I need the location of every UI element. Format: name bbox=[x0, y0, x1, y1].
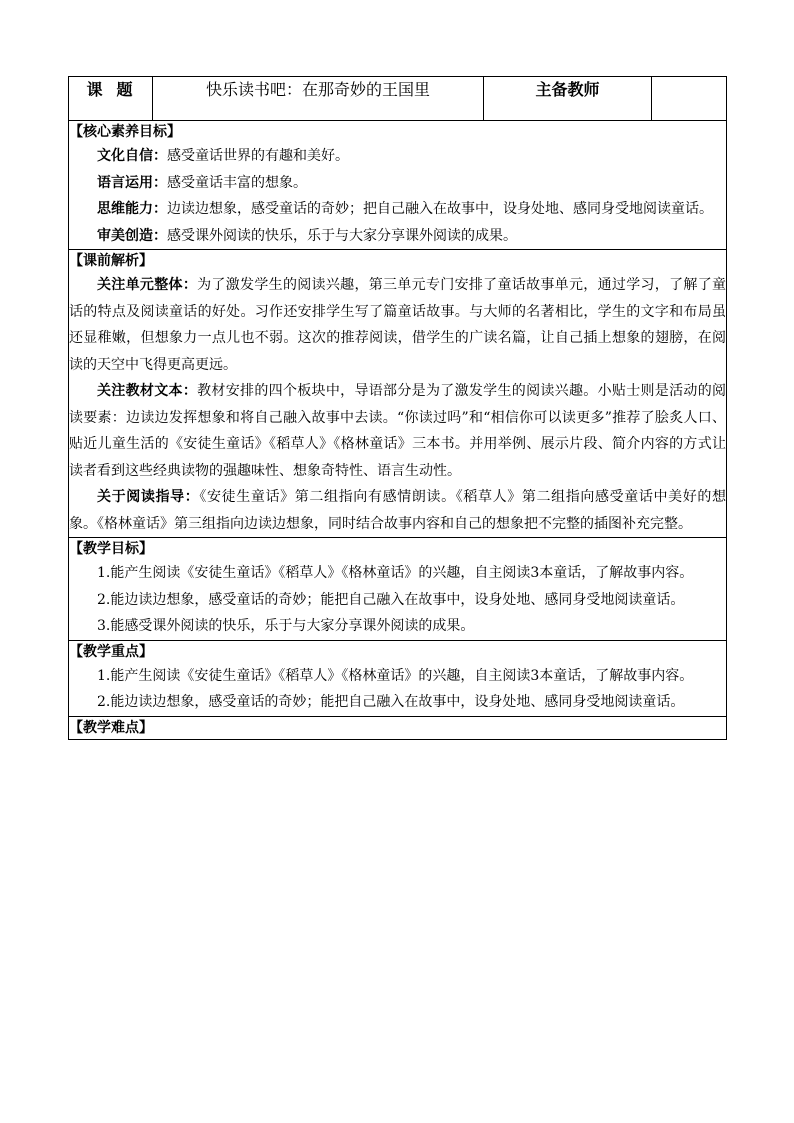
analysis-item-label: 关注教材文本： bbox=[97, 383, 198, 399]
goals-section-row bbox=[69, 538, 727, 641]
goal-item: 2.能边读边想象，感受童话的奇妙；能把自己融入在故事中，设身处地、感同身受地阅读童话。 bbox=[97, 591, 685, 608]
core-title: 【核心素养目标】 bbox=[69, 124, 181, 140]
difficulties-section bbox=[69, 716, 727, 739]
difficulties-section-row bbox=[69, 716, 727, 739]
analysis-item-label: 关注单元整体： bbox=[97, 277, 198, 293]
analysis-item-text: 《安徒生童话》第二组指向有感情朗读。《稻草人》第二组指向感受童话中美好的想象。《格林童话》第三组指向边读边想象，同时结合故事内容和自己的想象把不完整的插图补充完整。 bbox=[69, 489, 727, 532]
core-section bbox=[69, 121, 727, 250]
teacher-label: 主备教师 bbox=[484, 77, 652, 121]
keypoints-title: 【教学重点】 bbox=[69, 643, 153, 660]
lesson-plan-table bbox=[68, 76, 727, 740]
topic-value: 快乐读书吧：在那奇妙的王国里 bbox=[153, 77, 484, 121]
analysis-item-label: 关于阅读指导： bbox=[97, 489, 200, 505]
teacher-value[interactable] bbox=[652, 77, 727, 121]
goals-title: 【教学目标】 bbox=[69, 541, 153, 557]
core-item-text: 边读边想象，感受童话的奇妙；把自己融入在故事中，设身处地、感同身受地阅读童话。 bbox=[167, 201, 713, 217]
analysis-item bbox=[69, 484, 726, 537]
topic-label: 课题 bbox=[69, 77, 153, 121]
difficulties-title: 【教学难点】 bbox=[69, 719, 153, 736]
core-item-label: 思维能力： bbox=[97, 201, 167, 217]
core-item-label: 文化自信： bbox=[97, 148, 167, 164]
core-item-label: 语言运用： bbox=[97, 174, 167, 191]
goals-section bbox=[69, 538, 727, 641]
keypoint-item: 2.能边读边想象，感受童话的奇妙；能把自己融入在故事中，设身处地、感同身受地阅读童话。 bbox=[97, 694, 685, 710]
core-item-text: 感受童话丰富的想象。 bbox=[167, 174, 307, 191]
keypoints-section-row bbox=[69, 640, 727, 716]
analysis-section-row bbox=[69, 250, 727, 538]
goal-item: 1.能产生阅读《安徒生童话》《稻草人》《格林童话》的兴趣，自主阅读3本童话，了解故事内容。 bbox=[97, 565, 694, 581]
analysis-item-text: 为了激发学生的阅读兴趣，第三单元专门安排了童话故事单元，通过学习，了解了童话的特点及阅读童话的好处。习作还安排学生写了篇童话故事。与大师的名著相比，学生的文字和布局虽还显稚嫩，但想象力一点儿也不弱。这次的推荐阅读，借学生的广读名篇，让自己插上想象的翅膀，在阅读的天空中飞得更高更远。 bbox=[69, 277, 727, 373]
core-item bbox=[69, 143, 726, 170]
core-item bbox=[69, 170, 726, 197]
keypoint-item: 1.能产生阅读《安徒生童话》《稻草人》《格林童话》的兴趣，自主阅读3本童话，了解故事内容。 bbox=[97, 667, 694, 684]
core-item bbox=[69, 196, 726, 223]
core-item-text: 感受课外阅读的快乐，乐于与大家分享课外阅读的成果。 bbox=[167, 227, 517, 244]
keypoints-section bbox=[69, 640, 727, 716]
header-row bbox=[69, 77, 727, 121]
analysis-item bbox=[69, 272, 726, 378]
goal-item: 3.能感受课外阅读的快乐，乐于与大家分享课外阅读的成果。 bbox=[97, 618, 475, 634]
analysis-item bbox=[69, 378, 726, 484]
analysis-section bbox=[69, 250, 727, 538]
core-item-text: 感受童话世界的有趣和美好。 bbox=[167, 148, 349, 164]
analysis-item-text: 教材安排的四个板块中，导语部分是为了激发学生的阅读兴趣。小贴士则是活动的阅读要素：边读边发挥想象和将自己融入故事中去读。“你读过吗”和“相信你可以读更多”推荐了脍炙人口、贴近儿童生活的《安徒生童话》《稻草人》《格林童话》三本书。并用举例、展示片段、简介内容的方式让读者看到这些经典读物的强趣味性、想象奇特性、语言生动性。 bbox=[69, 383, 727, 479]
core-section-row bbox=[69, 121, 727, 250]
core-item-label: 审美创造： bbox=[97, 227, 167, 244]
analysis-title: 【课前解析】 bbox=[69, 253, 153, 269]
core-item bbox=[69, 223, 726, 250]
